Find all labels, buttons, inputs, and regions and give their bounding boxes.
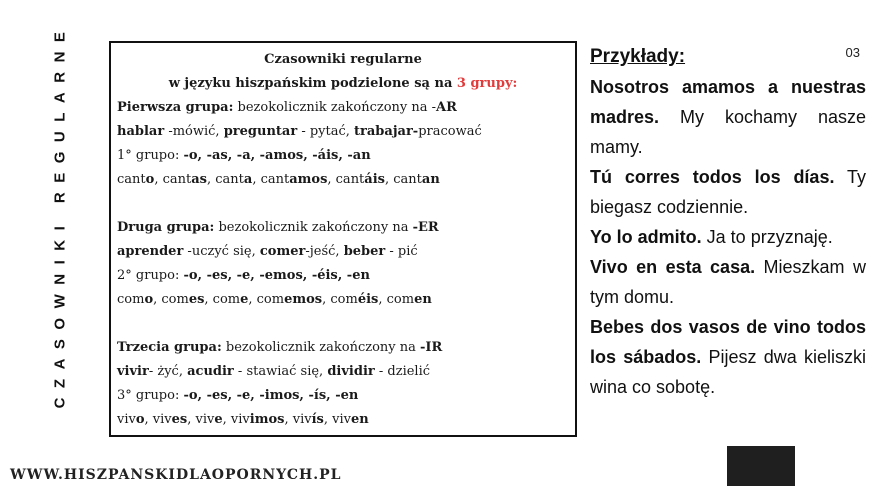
group2-label: Druga grupa: [117, 220, 215, 235]
group1-conjugation: canto, cantas, canta, cantamos, cantáis, cantan [117, 172, 440, 187]
group1-examples: hablar -mówić, preguntar - pytać, trabajar-pracować [117, 124, 482, 139]
conjugated-form: viven [332, 412, 369, 427]
conjugated-form: vivimos [230, 412, 285, 427]
group3-examples: vivir- żyć, acudir - stawiać się, dividir - dzielić [117, 364, 431, 379]
conjugated-form: come [212, 292, 249, 307]
conjugated-form: vives [152, 412, 188, 427]
side-title-text: CZASOWNIKI REGULARNE [51, 22, 69, 408]
group3-label: Trzecia grupa: [117, 340, 222, 355]
side-title [48, 22, 72, 408]
example-2: Tú corres todos los días. Ty biegasz codziennie. [590, 167, 866, 217]
conjugated-form: coméis [330, 292, 379, 307]
decorative-block [727, 446, 795, 486]
group2-conjugation: como, comes, come, comemos, coméis, comen [117, 292, 432, 307]
example-4: Vivo en esta casa. Mieszkam w tym domu. [590, 257, 866, 307]
example-3: Yo lo admito. Ja to przyznaję. [590, 227, 833, 247]
conjugated-form: cantamos [260, 172, 328, 187]
conjugated-form: comemos [256, 292, 323, 307]
box-subheading: w języku hiszpańskim podzielone są na 3 grupy: [168, 76, 518, 91]
box-heading: Czasowniki regularne [264, 52, 422, 67]
conjugated-form: canto [117, 172, 155, 187]
conjugated-form: vive [195, 412, 223, 427]
group3-endings: 3° grupo: -o, -es, -e, -imos, -ís, -en [117, 388, 359, 403]
group2-endings: 2° grupo: -o, -es, -e, -emos, -éis, -en [117, 268, 370, 283]
conjugated-form: como [117, 292, 154, 307]
verb-groups-box [109, 41, 577, 437]
page-number: 03 [845, 45, 860, 60]
conjugated-form: comes [161, 292, 205, 307]
group1-label: Pierwsza grupa: [117, 100, 234, 115]
groups-count: 3 grupy: [456, 76, 518, 91]
group1-endings: 1° grupo: -o, -as, -a, -amos, -áis, -an [117, 148, 371, 163]
example-5: Bebes dos vasos de vino todos los sábados. Pijesz dwa kieliszki wina co sobotę. [590, 317, 866, 397]
examples-panel [590, 42, 866, 402]
conjugated-form: vivo [117, 412, 145, 427]
examples-title: Przykłady: [590, 46, 686, 67]
group3-definition: Trzecia grupa: bezokolicznik zakończony na -IR [117, 340, 443, 355]
group3-conjugation: vivo, vives, vive, vivimos, vivís, viven [117, 412, 369, 427]
group2-definition: Druga grupa: bezokolicznik zakończony na -ER [117, 220, 439, 235]
conjugated-form: cantas [162, 172, 207, 187]
conjugated-form: cantáis [335, 172, 385, 187]
conjugated-form: cantan [393, 172, 440, 187]
example-1: Nosotros amamos a nuestras madres. My kochamy nasze mamy. [590, 77, 866, 157]
website-footer[interactable]: WWW.HISZPANSKIDLAOPORNYCH.PL [10, 467, 342, 483]
conjugated-form: vivís [292, 412, 324, 427]
group2-examples: aprender -uczyć się, comer-jeść, beber - pić [117, 244, 418, 259]
group1-definition: Pierwsza grupa: bezokolicznik zakończony na -AR [117, 100, 457, 115]
conjugated-form: comen [386, 292, 432, 307]
conjugated-form: canta [215, 172, 253, 187]
